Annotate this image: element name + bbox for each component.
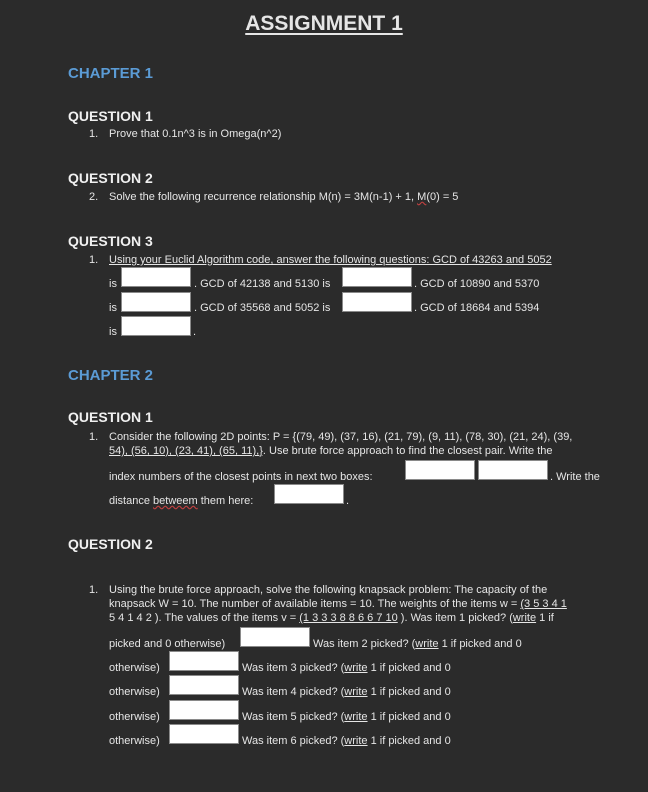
ch2-q2-otherwise: otherwise) <box>109 711 160 723</box>
ch2-q2-line1: Using the brute force approach, solve the following knapsack problem: The capacity of the <box>109 584 548 596</box>
ch2-q1-line4: distance betweem them here: <box>109 495 254 507</box>
gcd-18684-5394-input[interactable] <box>121 316 191 336</box>
item-1-picked-input[interactable] <box>240 627 310 647</box>
ch1-q3-is-label: is <box>109 302 117 314</box>
closest-distance-input[interactable] <box>274 484 344 504</box>
ch1-question-1-heading: QUESTION 1 <box>68 108 153 124</box>
gcd-10890-5370-input[interactable] <box>121 292 191 312</box>
ch2-q2-otherwise: otherwise) <box>109 662 160 674</box>
ch2-question-1-heading: QUESTION 1 <box>68 409 153 425</box>
ch2-q1-line2: 54), (56, 10), (23, 41), (65, 11),}. Use brute force approach to find the closest pair. Write the <box>109 445 553 457</box>
ch1-q3-gcd5-text: . GCD of 18684 and 5394 <box>414 302 540 314</box>
closest-point-index-1-input[interactable] <box>405 460 475 480</box>
gcd-35568-5052-input[interactable] <box>342 292 412 312</box>
ch1-q3-gcd3-text: . GCD of 10890 and 5370 <box>414 278 540 290</box>
ch2-q1-line3: index numbers of the closest points in next two boxes: <box>109 471 373 483</box>
ch2-q2-otherwise: otherwise) <box>109 686 160 698</box>
ch2-question-2-heading: QUESTION 2 <box>68 536 153 552</box>
page-title: ASSIGNMENT 1 <box>245 12 403 35</box>
closest-point-index-2-input[interactable] <box>478 460 548 480</box>
item-2-picked-input[interactable] <box>169 651 239 671</box>
ch2-q2-item6-prompt: Was item 6 picked? (write 1 if picked and 0 <box>242 735 451 747</box>
ch2-q1-line1: Consider the following 2D points: P = {(79, 49), (37, 16), (21, 79), (9, 11), (78, 30), (21, 24), (39, <box>109 431 573 443</box>
ch1-q2-text: Solve the following recurrence relationship M(n) = 3M(n-1) + 1, M(0) = 5 <box>109 191 459 203</box>
ch2-q2-number: 1. <box>89 584 99 596</box>
gcd-43263-5052-input[interactable] <box>121 267 191 287</box>
gcd-42138-5130-input[interactable] <box>342 267 412 287</box>
ch1-q1-number: 1. <box>89 128 99 140</box>
ch2-q2-line2: knapsack W = 10. The number of available items = 10. The weights of the items w = (3 5 3 4 1 <box>109 598 567 610</box>
ch1-question-3-heading: QUESTION 3 <box>68 233 153 249</box>
item-5-picked-input[interactable] <box>169 724 239 744</box>
chapter-2-heading: CHAPTER 2 <box>68 367 154 384</box>
ch2-q2-item1-prompt-end: picked and 0 otherwise) <box>109 638 226 650</box>
ch2-q1-line4-end: . <box>346 495 350 507</box>
ch2-q2-item2-prompt: Was item 2 picked? (write 1 if picked and 0 <box>313 638 522 650</box>
ch1-q3-is-label: is <box>109 326 117 338</box>
ch2-q1-number: 1. <box>89 431 99 443</box>
ch1-q3-is-label: is <box>109 278 117 290</box>
ch2-q2-item3-prompt: Was item 3 picked? (write 1 if picked and 0 <box>242 662 451 674</box>
chapter-1-heading: CHAPTER 1 <box>68 65 154 82</box>
ch2-q2-item5-prompt: Was item 5 picked? (write 1 if picked and 0 <box>242 711 451 723</box>
item-3-picked-input[interactable] <box>169 675 239 695</box>
ch1-q1-text: Prove that 0.1n^3 is in Omega(n^2) <box>109 128 282 140</box>
ch2-q2-line3: 5 4 1 4 2 ). The values of the items v = (1 3 3 3 8 8 6 6 7 10 ). Was item 1 picked? (write 1 if <box>109 612 554 624</box>
ch1-q3-number: 1. <box>89 254 99 266</box>
ch2-q2-otherwise: otherwise) <box>109 735 160 747</box>
ch1-q3-line1: Using your Euclid Algorithm code, answer the following questions: GCD of 43263 and 5052 <box>109 254 552 266</box>
ch1-q3-gcd4-text: . GCD of 35568 and 5052 is <box>194 302 331 314</box>
ch1-q2-number: 2. <box>89 191 99 203</box>
ch2-q1-line3-end: . Write the <box>550 471 600 483</box>
ch1-q3-gcd2-text: . GCD of 42138 and 5130 is <box>194 278 331 290</box>
item-4-picked-input[interactable] <box>169 700 239 720</box>
ch1-q3-end: . <box>193 326 197 338</box>
ch2-q2-item4-prompt: Was item 4 picked? (write 1 if picked and 0 <box>242 686 451 698</box>
ch1-question-2-heading: QUESTION 2 <box>68 170 153 186</box>
